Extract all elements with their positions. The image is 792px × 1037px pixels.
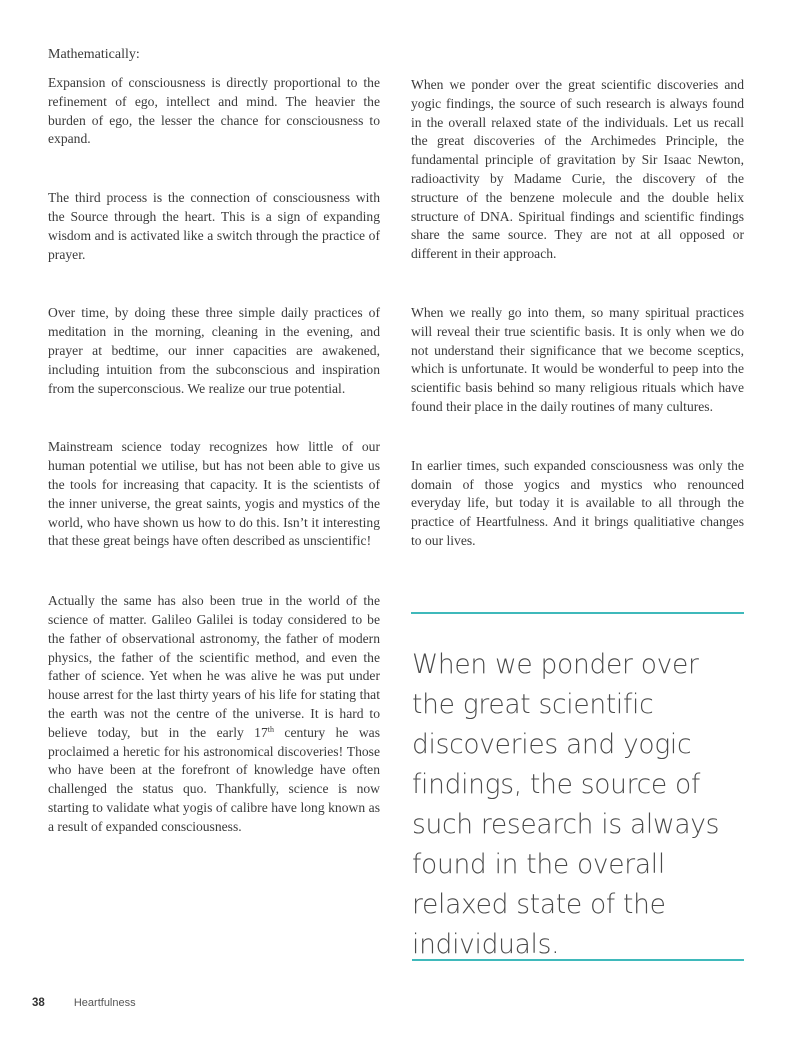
paragraph-galileo: Actually the same has also been true in the world of the science of matter. Galileo Galilei is today considered to be the father of observational astronomy, the father of modern physics, the father of the scientific method, and even the father of science. Yet when he was alive he was put under house arrest for the last thirty years of his life for stating that the earth was not the centre of the universe. It is hard to believe today, but in the early 17th century he was proclaimed a heretic for his astronomical discoveries! Those who have been at the forefront of knowledge have often challenged the status quo. Thankfully, science is now starting to validate what yogis of calibre have long known as a result of expanded consciousness. — [48, 593, 380, 834]
superscript-th: th — [267, 724, 275, 734]
paragraph-prayer: The third process is the connection of consciousness with the Source through the heart. This is a sign of expanding wisdom and is activated like a switch through the practice of prayer. — [48, 190, 380, 262]
magazine-name: Heartfulness — [73, 997, 136, 1009]
pull-quote-top-rule — [411, 612, 744, 614]
paragraph-mainstream-science: Mainstream science today recognizes how little of our human potential we utilise, but has not been able to give us the tools for increasing that capacity. It is the scientists of the inner universe, the great saints, yogis and mystics of the world, who have shown us how to do this. Isn’t it interesting that these great beings have often described as unscientific! — [48, 439, 380, 549]
page-footer — [32, 997, 136, 1009]
paragraph-daily-practices: Over time, by doing these three simple daily practices of meditation in the morning, cleaning in the evening, and prayer at bedtime, our inner capacities are awakened, including intuition from the subconscious and inspiration from the superconscious. We realize our true potential. — [48, 305, 380, 396]
pull-quote-bottom-rule — [412, 959, 744, 961]
paragraph-earlier-times: In earlier times, such expanded consciousness was only the domain of those yogics and mystics who renounced everyday life, but today it is available to all through the practice of Heartfulness. And it brings qualitiative changes to our lives. — [411, 457, 744, 548]
left-column — [48, 45, 380, 837]
right-column — [411, 76, 744, 551]
paragraph-discoveries: When we ponder over the great scientific discoveries and yogic findings, the source of such research is always found in the overall relaxed state of the individuals. Let us recall the great discoveries of the Archimedes Principle, the fundamental principle of gravitation by Sir Isaac Newton, radioactivity by Madame Curie, the discovery of the structure of the benzene molecule and the double helix structure of DNA. Spiritual findings and scientific findings share the same source. They are not at all opposed or different in their approach. — [411, 77, 744, 262]
section-heading: Mathematically: — [48, 47, 140, 62]
page-number: 38 — [32, 997, 45, 1009]
pull-quote-text: When we ponder over the great scientific discoveries and yogic findings, the source of such research is always found in the overall relaxed state of the individuals. — [412, 649, 720, 960]
paragraph-scientific-basis: When we really go into them, so many spiritual practices will reveal their true scientific basis. It is only when we do not understand their significance that we become sceptics, which is unfortunate. It would be wonderful to peep into the scientific basis behind so many religious rituals which have found their place in the daily routines of many cultures. — [411, 304, 744, 414]
paragraph-ego: Expansion of consciousness is directly proportional to the refinement of ego, intellect and mind. The heavier the burden of ego, the lesser the chance for consciousness to expand. — [48, 75, 380, 147]
pull-quote — [411, 612, 744, 965]
